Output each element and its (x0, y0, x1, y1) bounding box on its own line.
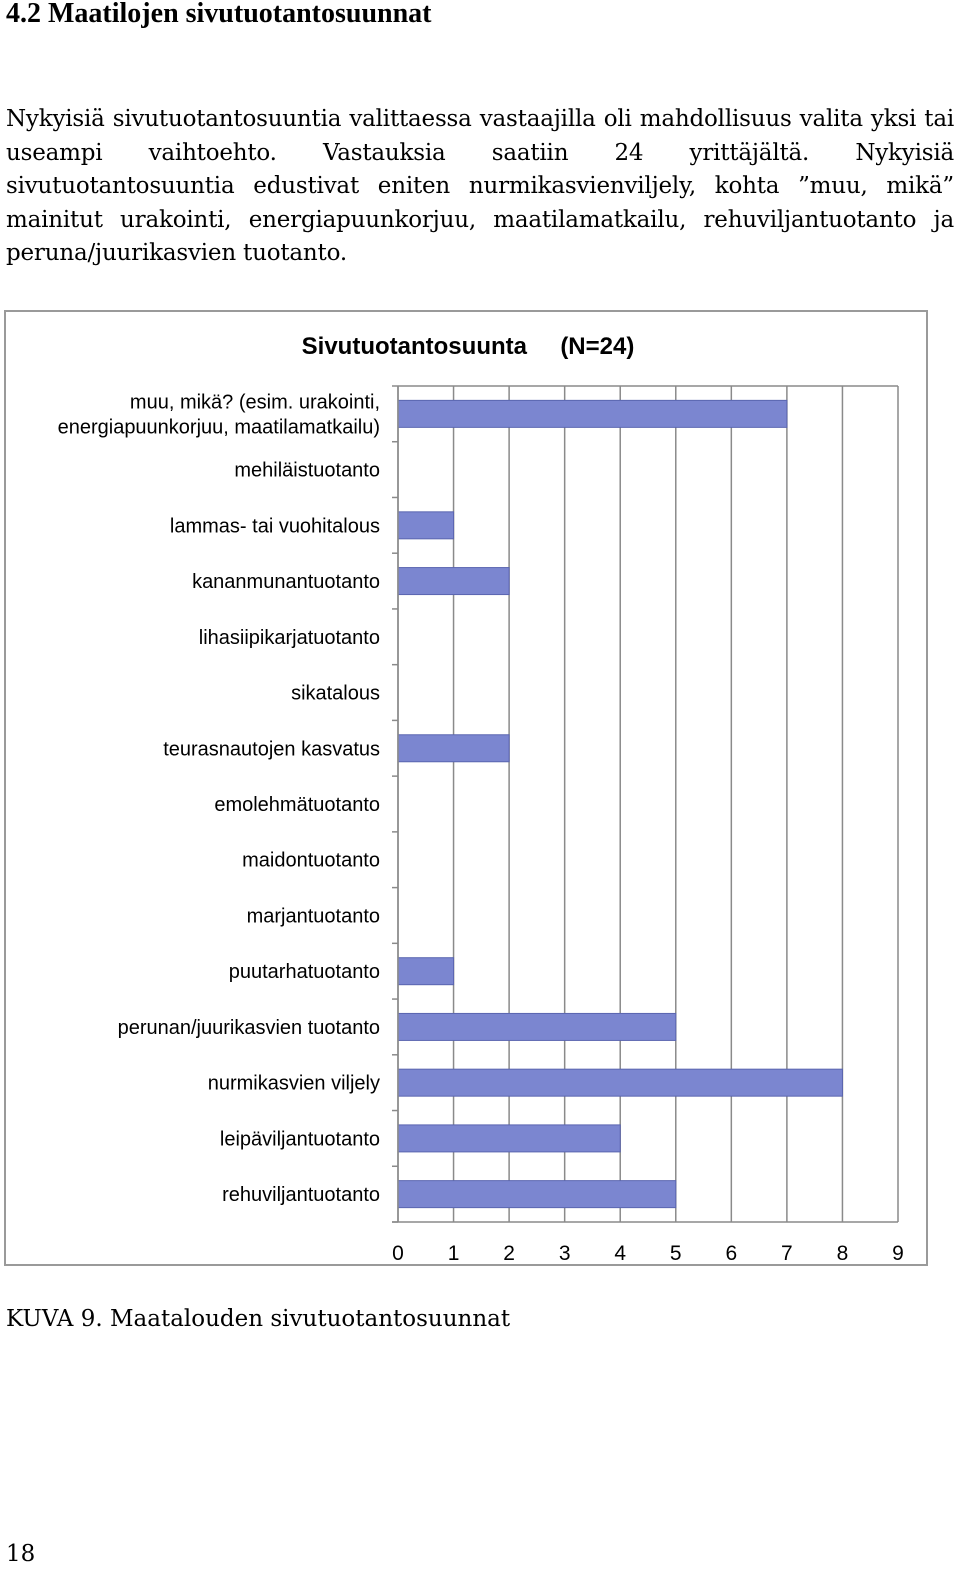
category-label-11: perunan/juurikasvien tuotanto (117, 1016, 380, 1039)
category-label-6: teurasnautojen kasvatus (163, 738, 380, 761)
category-label-4: lihasiipikarjatuotanto (198, 626, 380, 649)
category-labels (58, 391, 380, 1206)
bar-11 (398, 1013, 676, 1040)
bar-0 (398, 400, 787, 427)
category-label-7: emolehmätuotanto (214, 794, 380, 816)
x-tick-labels (392, 1242, 904, 1265)
category-label-5: sikatalous (291, 682, 380, 705)
x-tick-label-7: 7 (781, 1242, 793, 1265)
figure-caption: KUVA 9. Maatalouden sivutuotantosuunnat (6, 1306, 511, 1332)
category-label-9: marjantuotanto (246, 905, 380, 928)
category-label-0-line-1: energiapuunkorjuu, maatilamatkailu) (57, 416, 380, 439)
x-tick-label-5: 5 (669, 1242, 682, 1265)
bar-14 (398, 1181, 676, 1208)
category-label-12: nurmikasvien viljely (207, 1072, 380, 1095)
x-tick-label-0: 0 (392, 1242, 404, 1265)
x-tick-label-2: 2 (503, 1242, 515, 1265)
x-tick-label-1: 1 (447, 1242, 460, 1265)
category-label-0-line-0: muu, mikä? (esim. urakointi, (129, 391, 380, 414)
page-number: 18 (6, 1541, 36, 1567)
chart-title: Sivutuotantosuunta (N=24) (301, 333, 635, 360)
x-tick-label-9: 9 (892, 1242, 904, 1265)
bar-12 (398, 1069, 842, 1096)
x-tick-label-4: 4 (614, 1242, 627, 1265)
bar-10 (398, 958, 454, 985)
section-heading: 4.2 Maatilojen sivutuotantosuunnat (6, 0, 432, 29)
bar-13 (398, 1125, 620, 1152)
category-label-10: puutarhatuotanto (228, 961, 380, 984)
category-label-14: rehuviljantuotanto (222, 1184, 380, 1207)
category-label-13: leipäviljantuotanto (219, 1128, 380, 1151)
category-label-2: lammas- tai vuohitalous (169, 515, 380, 538)
category-label-3: kananmunantuotanto (192, 571, 380, 594)
x-tick-label-8: 8 (836, 1242, 849, 1265)
category-label-8: maidontuotanto (242, 849, 380, 872)
category-label-1: mehiläistuotanto (234, 459, 380, 482)
x-tick-label-6: 6 (725, 1242, 738, 1265)
bar-2 (398, 512, 454, 539)
bar-6 (398, 735, 509, 762)
bar-3 (398, 568, 509, 595)
chart-frame (4, 310, 928, 1266)
body-paragraph: Nykyisiä sivutuotantosuuntia valittaessa vastaajilla oli mahdollisuus valita yksi tai useampi vaihtoehto. Vastauksia saatiin 24 yrittäjältä. Nykyisiä sivutuotantosuuntia edustivat eniten nurmikasvienviljely, kohta ”muu, mikä” mainitut urakointi, energiapuunkorjuu, maatilamatkailu, rehuviljantuotanto ja peruna/juurikasvien tuotanto. (6, 106, 954, 266)
bar-chart (6, 312, 930, 1268)
x-tick-label-3: 3 (558, 1242, 571, 1265)
